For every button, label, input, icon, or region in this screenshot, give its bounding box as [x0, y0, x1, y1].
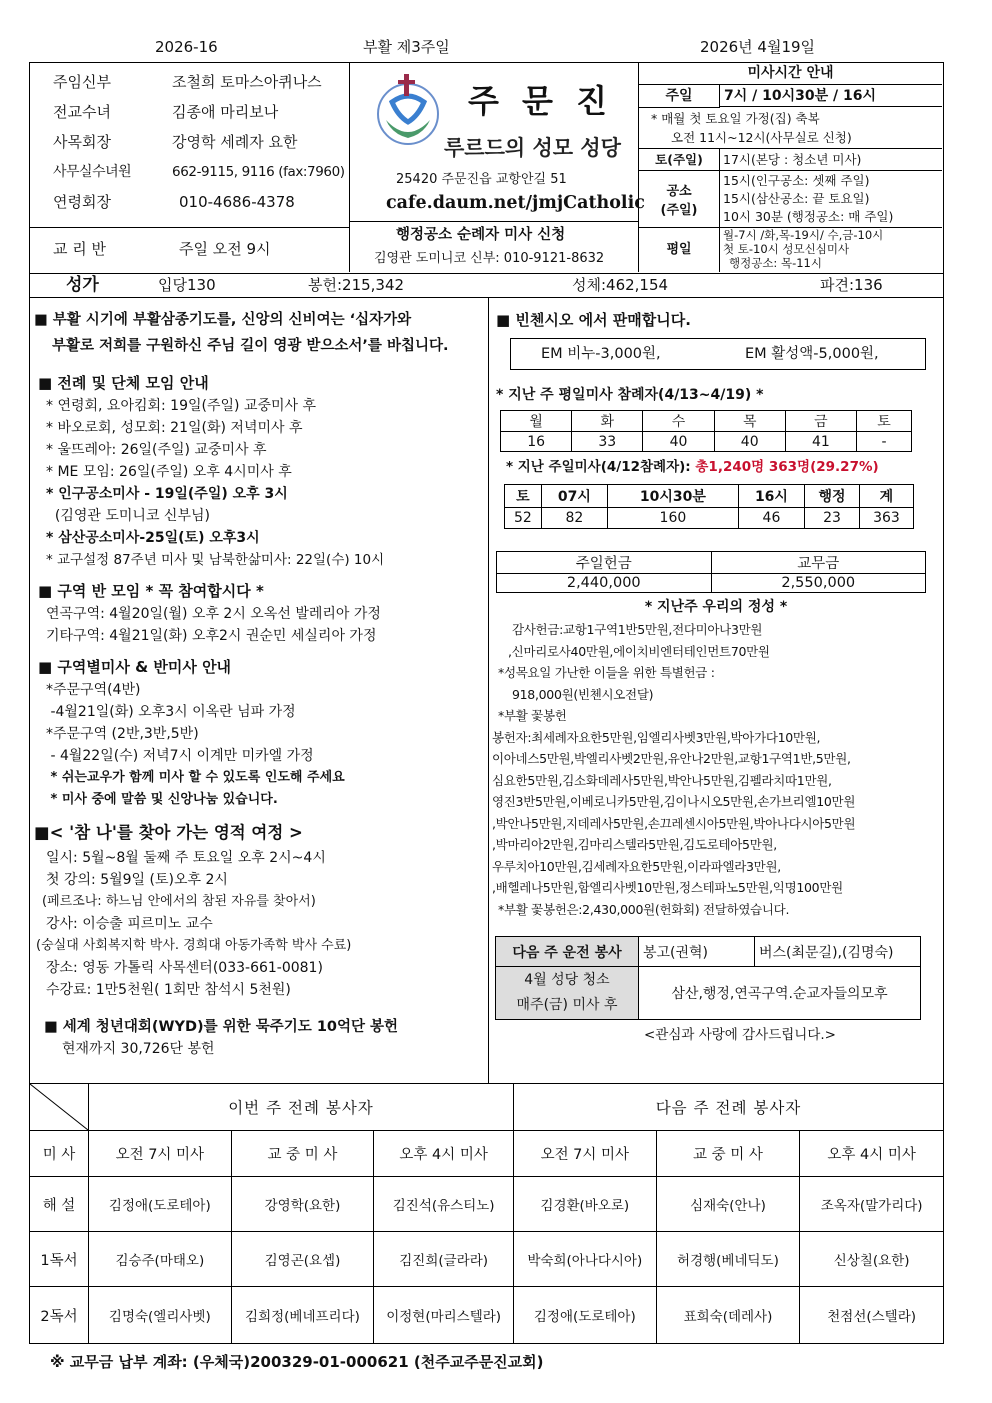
- mass-column: 오후 4시 미사: [374, 1131, 514, 1177]
- retreat-item: (페르조나: 하느님 안에서의 참된 자유를 찾아서): [42, 894, 316, 909]
- attendance-count: 41: [785, 432, 856, 452]
- parish-name: 루르드의 성모 성당: [444, 136, 621, 160]
- hymn-dismissal: 파견:136: [820, 276, 883, 294]
- closing-message: <관심과 사랑에 감사드립니다.>: [644, 1027, 836, 1043]
- staff-role: 주임신부: [53, 73, 111, 91]
- mass-column: 오전 7시 미사: [513, 1131, 656, 1177]
- right-column: [492, 309, 936, 1046]
- server-name: 허경행(베네딕도): [656, 1232, 800, 1287]
- retreat-item: 첫 강의: 5월9일 (토)오후 2시: [46, 872, 228, 888]
- issue-number: 2026-16: [155, 38, 218, 56]
- server-name: 김정애(도로테아): [89, 1177, 232, 1232]
- district-mass-item: *주문구역(4반): [46, 682, 141, 698]
- sale-item: EM 비누-3,000원,: [541, 346, 661, 362]
- staff-name: 강영학 세례자 요한: [172, 133, 298, 151]
- attendance-count: 160: [608, 508, 739, 529]
- staff-role: 연령회장: [53, 193, 111, 211]
- district-item: 연곡구역: 4월20일(월) 오후 2시 오옥선 발레리아 가정: [46, 606, 381, 622]
- notice-contact: 김영관 도미니코 신부: 010-9121-8632: [374, 251, 605, 266]
- mission-label-cell: [639, 171, 720, 227]
- mission-label-sub: (주일): [660, 203, 698, 218]
- school-label: 교 리 반: [53, 240, 107, 258]
- role-label: 1독서: [30, 1232, 89, 1287]
- district-mass-item: *주문구역 (2반,3반,5반): [46, 726, 199, 742]
- parish-title: 주 문 진: [468, 82, 614, 120]
- section-title-district: ■ 구역 반 모임 * 꼭 참여합시다 *: [38, 582, 264, 600]
- sunday-attendance-table: [504, 484, 914, 529]
- mass-column: 교 중 미 사: [231, 1131, 374, 1177]
- cleaning-label: 4월 성당 청소: [524, 972, 610, 988]
- attendance-count: 23: [805, 508, 860, 529]
- district-mass-item: * 쉬는교우가 함께 미사 할 수 있도록 인도해 주세요: [46, 770, 345, 785]
- account-footer: ※ 교무금 납부 계좌: (우체국)200329-01-000621 (천주교주문진교회): [50, 1353, 544, 1371]
- attendance-mass: 토: [505, 485, 542, 508]
- server-name: 김승주(마태오): [89, 1232, 232, 1287]
- sale-item: EM 활성액-5,000원,: [745, 346, 879, 362]
- this-week-header: 이번 주 전례 봉사자: [89, 1084, 514, 1131]
- attendance-count: 46: [738, 508, 804, 529]
- sale-title: ■ 빈첸시오 에서 판매합니다.: [496, 311, 691, 329]
- hymn-communion: 성체:462,154: [572, 276, 669, 294]
- offering-head: 교무금: [711, 552, 926, 574]
- column-divider: [488, 297, 489, 1083]
- liturgy-item: * 교구설정 87주년 미사 및 남북한삶미사: 22일(수) 10시: [46, 552, 385, 568]
- attendance-mass: 10시30분: [608, 485, 739, 508]
- role-label: 해 설: [30, 1177, 89, 1232]
- district-mass-item: -4월21일(화) 오후3시 이옥란 님파 가정: [46, 704, 296, 720]
- mission-line: 10시 30분 (행정공소: 매 주일): [723, 209, 894, 224]
- wyd-progress: 현재까지 30,726단 봉헌: [62, 1041, 215, 1057]
- thanks-title: * 지난주 우리의 정성 *: [644, 599, 788, 615]
- server-name: 김희정(베네프리다): [231, 1287, 374, 1344]
- thanks-line: 918,000원(빈첸시오전달): [512, 686, 654, 702]
- thanks-line: ,박마리아2만원,김마리스텔라5만원,김도로테아5만원,: [492, 837, 777, 852]
- mass-times-panel: [639, 62, 942, 272]
- sunday-note: * 매월 첫 토요일 가정(집) 축복: [651, 111, 820, 126]
- parish-panel: [350, 62, 645, 272]
- server-name: 표희숙(데레사): [656, 1287, 800, 1344]
- thanks-line: 봉헌자:최세례자요한5만원,임엘리사벳3만원,박아가다10만원,: [492, 729, 821, 745]
- thanks-line: 감사헌금:교항1구역1반5만원,전다미아나3만원: [512, 622, 763, 637]
- divider: [350, 221, 638, 222]
- section-title-liturgy: ■ 전례 및 단체 모임 안내: [38, 374, 209, 392]
- divider: [29, 227, 349, 228]
- attendance-count: 33: [572, 432, 643, 452]
- staff-panel: [29, 62, 350, 272]
- thanks-line: 심요한5만원,김소화데레사5만원,박안나5만원,김펠라치따1만원,: [492, 772, 832, 788]
- cleaning-label-sub: 매주(금) 미사 후: [516, 997, 618, 1013]
- section-title-wyd: ■ 세계 청년대회(WYD)를 위한 묵주기도 10억단 봉헌: [44, 1019, 399, 1035]
- offering-head: 주일헌금: [497, 552, 712, 574]
- retreat-item: 일시: 5월~8월 둘째 주 토요일 오후 2시~4시: [46, 850, 326, 866]
- diagonal-line: [30, 1084, 88, 1130]
- attendance-count: -: [857, 432, 912, 452]
- liturgy-item: * 삼산공소미사-25일(토) 오후3시: [46, 530, 260, 546]
- server-name: 김명숙(엘리사벳): [89, 1287, 232, 1344]
- server-name: 이정현(마리스텔라): [374, 1287, 514, 1344]
- thanks-line: *부활 꽃봉헌: [498, 708, 567, 723]
- section-title-retreat: ■< '참 나'를 찾아 가는 영적 여정 >: [34, 823, 303, 842]
- drive-bus: 버스(최문길),(김명숙): [755, 937, 921, 967]
- bulletin-date: 2026년 4월19일: [700, 38, 816, 56]
- thanks-line: ,박안나5만원,지데레사5만원,손끄레센시아5만원,박아나다시아5만원: [492, 815, 856, 831]
- attendance-day: 수: [643, 411, 714, 432]
- offering-amount: 2,440,000: [497, 574, 712, 593]
- server-name: 김영곤(요셉): [231, 1232, 374, 1287]
- attendance-day: 목: [714, 411, 785, 432]
- weekday-line: 행정공소: 목-11시: [729, 256, 822, 270]
- attendance-mass: 07시: [541, 485, 607, 508]
- attendance-count: 40: [714, 432, 785, 452]
- hymn-bar: [29, 273, 944, 298]
- weekday-line: 월-7시 /화,목-19시/ 수,금-10시: [723, 228, 884, 242]
- staff-role: 사무실수녀원: [53, 164, 132, 180]
- mass-column: 교 중 미 사: [656, 1131, 800, 1177]
- liturgical-season: 부활 제3주일: [363, 38, 450, 56]
- drive-label: 다음 주 운전 봉사: [496, 937, 639, 967]
- server-name: 김진석(유스티노): [374, 1177, 514, 1232]
- sunday-attendance-line: [506, 456, 936, 478]
- attendance-count: 16: [501, 432, 572, 452]
- staff-role: 사목회장: [53, 133, 111, 151]
- intro-line: 부활로 저희를 구원하신 주님 길이 영광 받으소서’를 바칩니다.: [52, 338, 449, 354]
- server-name: 신상칠(요한): [800, 1232, 944, 1287]
- retreat-item: (숭실대 사회복지학 박사. 경희대 아동가족학 박사 수료): [36, 938, 352, 953]
- cleaning-label-cell: [496, 967, 639, 1020]
- sunday-attendance-title: * 지난 주일미사(4/12참례자):: [506, 459, 691, 475]
- weekday-label: 평일: [639, 228, 720, 272]
- sunday-note: 오전 11시~12시(사무실로 신청): [671, 130, 852, 145]
- role-label: 2독서: [30, 1287, 89, 1344]
- retreat-item: 장소: 영동 가톨릭 사목센터(033-661-0081): [46, 960, 323, 976]
- district-item: 기타구역: 4월21일(화) 오후2시 권순민 세실리아 가정: [46, 628, 377, 644]
- staff-name: 김종애 마리보나: [172, 103, 279, 121]
- mission-label: 공소: [666, 184, 692, 199]
- cafe-link[interactable]: cafe.daum.net/jmjCatholic: [386, 193, 645, 213]
- staff-name: 조철희 토마스아퀴나스: [172, 73, 322, 91]
- attendance-day: 화: [572, 411, 643, 432]
- attendance-mass: 행정: [805, 485, 860, 508]
- server-name: 강영학(요한): [231, 1177, 374, 1232]
- hymn-offertory: 봉헌:215,342: [308, 276, 405, 294]
- attendance-count: 52: [505, 508, 542, 529]
- server-name: 심재숙(안나): [656, 1177, 800, 1232]
- attendance-count: 363: [859, 508, 913, 529]
- school-time: 주일 오전 9시: [179, 240, 271, 258]
- weekday-line: 첫 토-10시 성모신심미사: [723, 242, 850, 256]
- attendance-count: 82: [541, 508, 607, 529]
- mission-line: 15시(삼산공소: 끝 토요일): [723, 191, 870, 206]
- attendance-mass: 16시: [738, 485, 804, 508]
- thanks-line: 영진3반5만원,이베로니카5만원,김이나시오5만원,손가브리엘10만원: [492, 794, 856, 809]
- liturgy-item: * 울뜨레아: 26일(주일) 교중미사 후: [46, 442, 267, 458]
- district-mass-item: - 4월22일(수) 저녁7시 이계만 미카엘 가정: [46, 748, 314, 764]
- hymn-label: 성가: [66, 275, 99, 295]
- sunday-attendance-total: 총1,240명 363명(29.27%): [695, 459, 879, 475]
- saturday-times: 17시(본당 : 청소년 미사): [723, 152, 862, 167]
- parish-logo-icon: [368, 72, 448, 150]
- office-phone: 662-9115, 9116 (fax:7960): [172, 164, 345, 180]
- mass-column: 오전 7시 미사: [89, 1131, 232, 1177]
- sale-box: [510, 338, 926, 370]
- weekday-attendance-title: * 지난 주 평일미사 참례자(4/13~4/19) *: [496, 387, 764, 403]
- mass-times-title: 미사시간 안내: [639, 62, 942, 85]
- server-name: 김진희(글라라): [374, 1232, 514, 1287]
- thanks-line: ,배헬레나5만원,함엘리사벳10만원,정스테파노5만원,익명100만원: [492, 880, 843, 895]
- liturgy-item: * 인구공소미사 - 19일(주일) 오후 3시: [46, 486, 288, 502]
- thanks-line: 이아네스5만원,박엘리사벳2만원,유안나2만원,교항1구역1반,5만원,: [492, 751, 851, 766]
- service-table: [495, 936, 921, 1020]
- server-name: 김정애(도로테아): [513, 1287, 656, 1344]
- left-column: [34, 309, 449, 1060]
- offering-table: [496, 551, 926, 593]
- attendance-day: 금: [785, 411, 856, 432]
- mass-column: 오후 4시 미사: [800, 1131, 944, 1177]
- server-name: 김경환(바오로): [513, 1177, 656, 1232]
- funeral-phone: 010-4686-4378: [179, 193, 295, 211]
- parish-address: 25420 주문진읍 교항안길 51: [396, 172, 567, 187]
- liturgy-item: (김영관 도미니코 신부님): [46, 508, 210, 524]
- mission-line: 15시(인구공소: 셋째 주일): [723, 173, 870, 188]
- attendance-count: 40: [643, 432, 714, 452]
- server-name: 천점선(스텔라): [800, 1287, 944, 1344]
- retreat-item: 강사: 이승출 피르미노 교수: [46, 916, 213, 932]
- thanks-line: *성목요일 가난한 이들을 위한 특별헌금 :: [498, 665, 715, 680]
- cleaning-groups: 삼산,행정,연곡구역.순교자들의모후: [639, 967, 921, 1020]
- liturgy-item: * 연령회, 요아킴회: 19일(주일) 교중미사 후: [46, 398, 317, 414]
- liturgy-item: * ME 모임: 26일(주일) 오후 4시미사 후: [46, 464, 292, 480]
- thanks-line: 우루치아10만원,김세례자요한5만원,이라파엘라3만원,: [492, 858, 781, 874]
- sunday-label: 주일: [639, 85, 720, 108]
- weekday-attendance-table: [500, 410, 912, 452]
- liturgy-item: * 바오로회, 성모회: 21일(화) 저녁미사 후: [46, 420, 303, 436]
- hymn-entry: 입당130: [158, 276, 216, 294]
- thanks-line: ,신마리로사40만원,에이치비엔터테인먼트70만원: [508, 643, 770, 659]
- next-week-header: 다음 주 전례 봉사자: [513, 1084, 943, 1131]
- saturday-label: 토(주일): [639, 149, 720, 170]
- corner-cell: [30, 1084, 89, 1131]
- intro-line: ■ 부활 시기에 부활삼종기도를, 신앙의 신비여는 ‘십자가와: [34, 312, 412, 328]
- servers-table: [29, 1083, 944, 1344]
- server-name: 박숙희(아나다시아): [513, 1232, 656, 1287]
- staff-role: 전교수녀: [53, 103, 111, 121]
- sunday-times: 7시 / 10시30분 / 16시: [720, 85, 942, 107]
- attendance-mass: 계: [859, 485, 913, 508]
- retreat-item: 수강료: 1만5천원( 1회만 참석시 5천원): [46, 982, 291, 998]
- attendance-day: 토: [857, 411, 912, 432]
- server-name: 조옥자(말가리다): [800, 1177, 944, 1232]
- district-mass-item: * 미사 중에 말씀 및 신앙나눔 있습니다.: [46, 792, 278, 807]
- attendance-day: 월: [501, 411, 572, 432]
- mass-row-label: 미 사: [30, 1131, 89, 1177]
- thanks-line: *부활 꽃봉헌은:2,430,000원(헌화회) 전달하였습니다.: [498, 901, 790, 917]
- section-title-district-mass: ■ 구역별미사 & 반미사 안내: [38, 658, 232, 676]
- offering-amount: 2,550,000: [711, 574, 926, 593]
- drive-van: 봉고(권혁): [639, 937, 755, 967]
- notice-title: 행정공소 순례자 미사 신청: [396, 227, 566, 243]
